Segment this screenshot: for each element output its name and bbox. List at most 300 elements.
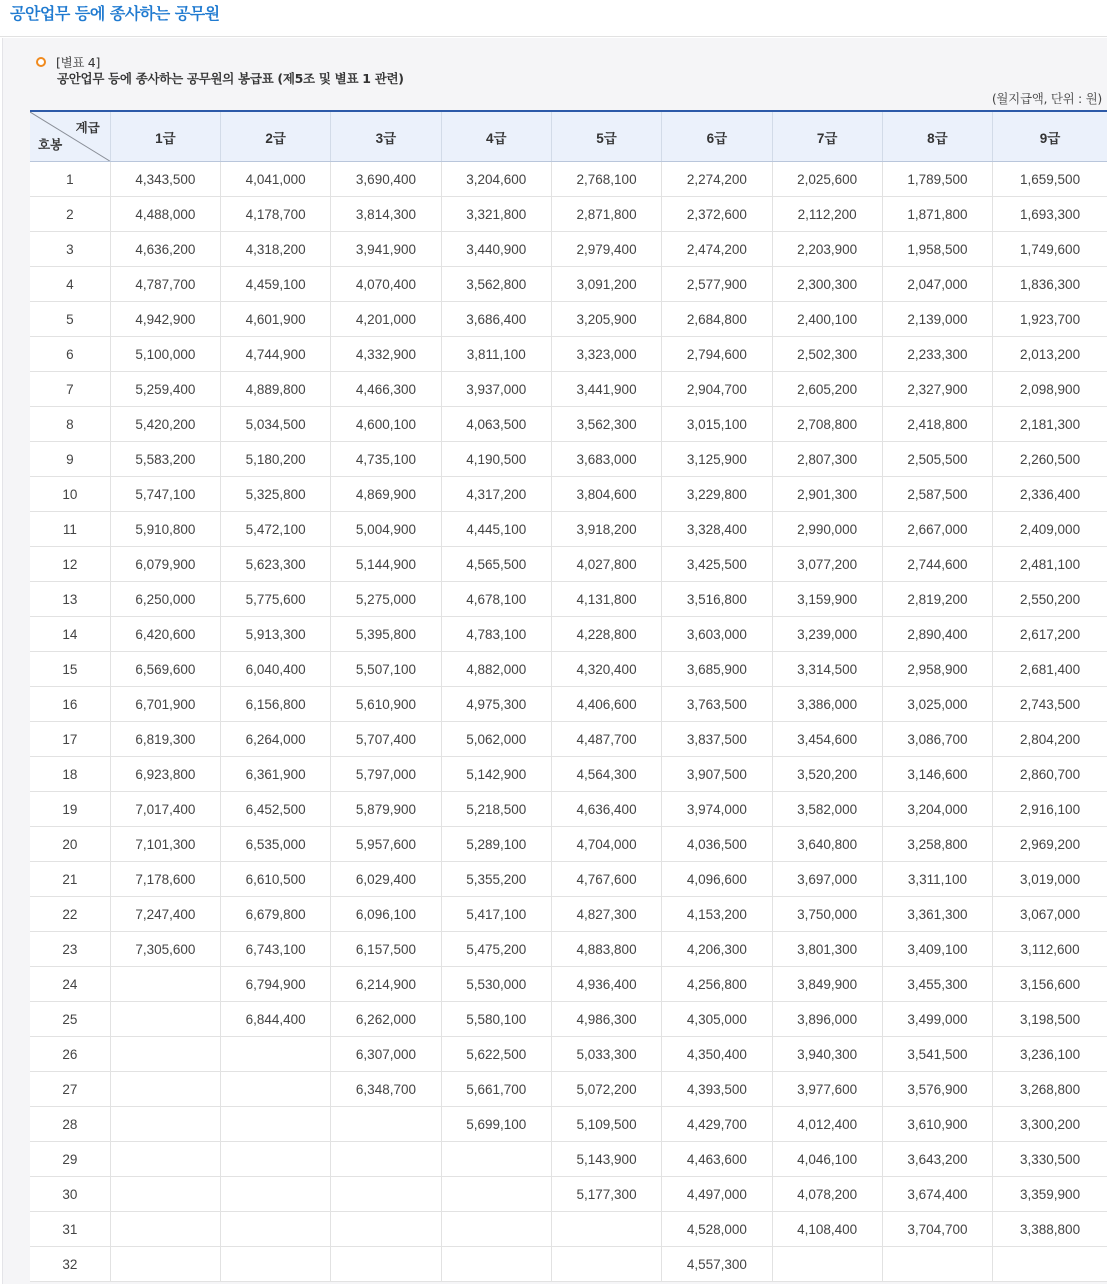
step-cell: 13 [30,582,110,617]
salary-cell: 6,040,400 [221,652,331,687]
table-row [30,162,1107,197]
salary-cell: 2,587,500 [882,477,992,512]
salary-cell: 5,913,300 [221,617,331,652]
salary-cell: 5,580,100 [441,1002,551,1037]
grade-header: 5급 [551,111,661,162]
title-divider [0,36,1107,37]
step-cell: 5 [30,302,110,337]
step-cell: 32 [30,1247,110,1282]
salary-cell: 4,463,600 [662,1142,772,1177]
salary-cell [110,1142,220,1177]
salary-cell: 5,004,900 [331,512,441,547]
salary-cell: 2,233,300 [882,337,992,372]
salary-cell: 4,565,500 [441,547,551,582]
salary-cell: 6,743,100 [221,932,331,967]
salary-cell: 3,359,900 [993,1177,1107,1212]
salary-cell: 3,388,800 [993,1212,1107,1247]
salary-cell: 4,305,000 [662,1002,772,1037]
salary-cell: 5,910,800 [110,512,220,547]
salary-cell [110,1247,220,1282]
salary-cell: 4,678,100 [441,582,551,617]
salary-cell: 2,502,300 [772,337,882,372]
salary-cell: 5,100,000 [110,337,220,372]
table-row [30,582,1107,617]
unit-note: (월지급액, 단위 : 원) [991,91,1102,106]
salary-cell: 2,203,900 [772,232,882,267]
step-cell: 27 [30,1072,110,1107]
salary-cell: 6,452,500 [221,792,331,827]
salary-cell [331,1247,441,1282]
salary-cell: 4,942,900 [110,302,220,337]
salary-cell: 3,674,400 [882,1177,992,1212]
salary-cell: 3,229,800 [662,477,772,512]
salary-cell: 6,535,000 [221,827,331,862]
salary-cell [331,1107,441,1142]
salary-cell: 1,958,500 [882,232,992,267]
step-cell: 25 [30,1002,110,1037]
salary-cell: 4,036,500 [662,827,772,862]
salary-cell: 5,259,400 [110,372,220,407]
salary-cell: 3,025,000 [882,687,992,722]
table-row [30,547,1107,582]
salary-cell: 2,481,100 [993,547,1107,582]
salary-cell: 3,441,900 [551,372,661,407]
salary-cell: 2,860,700 [993,757,1107,792]
salary-cell: 7,305,600 [110,932,220,967]
salary-cell: 4,528,000 [662,1212,772,1247]
salary-cell: 3,019,000 [993,862,1107,897]
salary-cell: 6,079,900 [110,547,220,582]
table-row [30,232,1107,267]
salary-cell [221,1072,331,1107]
salary-cell: 2,098,900 [993,372,1107,407]
salary-cell: 2,871,800 [551,197,661,232]
salary-cell: 7,247,400 [110,897,220,932]
salary-cell: 2,550,200 [993,582,1107,617]
salary-cell: 4,350,400 [662,1037,772,1072]
corner-label-rank: 계급 [75,121,100,135]
table-row [30,407,1107,442]
step-cell: 26 [30,1037,110,1072]
salary-cell: 1,789,500 [882,162,992,197]
annex-label: [별표 4] [56,54,101,70]
salary-cell: 2,474,200 [662,232,772,267]
table-row [30,967,1107,1002]
salary-cell: 3,974,000 [662,792,772,827]
salary-cell: 3,804,600 [551,477,661,512]
salary-cell: 4,131,800 [551,582,661,617]
salary-cell: 5,610,900 [331,687,441,722]
step-cell: 9 [30,442,110,477]
salary-cell: 2,418,800 [882,407,992,442]
salary-cell: 2,667,000 [882,512,992,547]
salary-cell: 3,763,500 [662,687,772,722]
salary-cell: 5,143,900 [551,1142,661,1177]
salary-cell [110,1002,220,1037]
salary-cell: 3,409,100 [882,932,992,967]
salary-cell: 3,499,000 [882,1002,992,1037]
salary-cell: 3,814,300 [331,197,441,232]
salary-cell: 5,355,200 [441,862,551,897]
salary-cell: 4,636,400 [551,792,661,827]
salary-cell: 4,343,500 [110,162,220,197]
table-row [30,1177,1107,1212]
salary-cell: 5,661,700 [441,1072,551,1107]
salary-cell: 2,260,500 [993,442,1107,477]
salary-cell: 5,180,200 [221,442,331,477]
salary-cell: 4,012,400 [772,1107,882,1142]
salary-cell: 3,907,500 [662,757,772,792]
salary-cell [221,1247,331,1282]
salary-cell: 4,063,500 [441,407,551,442]
grade-header: 6급 [662,111,772,162]
salary-cell: 3,937,000 [441,372,551,407]
salary-cell: 5,062,000 [441,722,551,757]
salary-cell: 4,936,400 [551,967,661,1002]
salary-cell: 4,332,900 [331,337,441,372]
salary-cell: 5,275,000 [331,582,441,617]
table-row [30,337,1107,372]
salary-cell: 6,819,300 [110,722,220,757]
salary-cell: 5,699,100 [441,1107,551,1142]
salary-cell: 4,883,800 [551,932,661,967]
salary-cell [221,1177,331,1212]
salary-cell: 7,178,600 [110,862,220,897]
salary-cell: 4,228,800 [551,617,661,652]
salary-cell [221,1142,331,1177]
salary-cell: 4,869,900 [331,477,441,512]
salary-cell: 2,901,300 [772,477,882,512]
salary-cell: 3,690,400 [331,162,441,197]
salary-cell: 5,507,100 [331,652,441,687]
salary-cell: 3,640,800 [772,827,882,862]
table-row [30,862,1107,897]
salary-cell: 2,969,200 [993,827,1107,862]
salary-cell: 6,569,600 [110,652,220,687]
salary-cell: 7,101,300 [110,827,220,862]
grade-header: 3급 [331,111,441,162]
salary-cell: 5,142,900 [441,757,551,792]
salary-cell: 2,013,200 [993,337,1107,372]
table-row [30,197,1107,232]
salary-cell: 5,289,100 [441,827,551,862]
step-cell: 30 [30,1177,110,1212]
salary-cell: 2,409,000 [993,512,1107,547]
salary-cell: 3,067,000 [993,897,1107,932]
salary-cell: 3,330,500 [993,1142,1107,1177]
salary-cell: 4,564,300 [551,757,661,792]
salary-cell: 3,204,000 [882,792,992,827]
grade-header: 8급 [882,111,992,162]
salary-cell [441,1142,551,1177]
salary-cell: 4,046,100 [772,1142,882,1177]
salary-cell: 5,109,500 [551,1107,661,1142]
salary-cell: 6,307,000 [331,1037,441,1072]
salary-cell: 4,497,000 [662,1177,772,1212]
salary-cell: 4,882,000 [441,652,551,687]
table-row [30,687,1107,722]
table-row [30,1142,1107,1177]
salary-cell: 4,787,700 [110,267,220,302]
salary-cell: 5,144,900 [331,547,441,582]
salary-cell: 3,582,000 [772,792,882,827]
salary-cell [110,967,220,1002]
salary-cell: 3,849,900 [772,967,882,1002]
salary-cell: 2,112,200 [772,197,882,232]
salary-cell: 3,837,500 [662,722,772,757]
salary-cell: 2,681,400 [993,652,1107,687]
salary-cell: 1,693,300 [993,197,1107,232]
salary-cell: 5,072,200 [551,1072,661,1107]
salary-cell: 3,685,900 [662,652,772,687]
salary-cell: 4,827,300 [551,897,661,932]
salary-cell: 4,178,700 [221,197,331,232]
salary-cell: 5,218,500 [441,792,551,827]
annex-header [36,53,404,88]
salary-cell: 2,300,300 [772,267,882,302]
salary-cell: 3,750,000 [772,897,882,932]
salary-cell: 1,923,700 [993,302,1107,337]
salary-cell: 4,041,000 [221,162,331,197]
corner-label-step: 호봉 [38,138,63,152]
table-row [30,302,1107,337]
step-cell: 7 [30,372,110,407]
salary-cell: 2,804,200 [993,722,1107,757]
salary-cell: 3,941,900 [331,232,441,267]
salary-cell: 4,487,700 [551,722,661,757]
step-cell: 24 [30,967,110,1002]
step-cell: 21 [30,862,110,897]
salary-cell [882,1247,992,1282]
salary-cell: 3,576,900 [882,1072,992,1107]
table-row [30,897,1107,932]
salary-cell: 3,205,900 [551,302,661,337]
salary-cell: 5,325,800 [221,477,331,512]
salary-cell: 3,236,100 [993,1037,1107,1072]
salary-cell: 4,108,400 [772,1212,882,1247]
salary-cell: 3,918,200 [551,512,661,547]
salary-cell: 4,735,100 [331,442,441,477]
salary-cell: 4,557,300 [662,1247,772,1282]
salary-cell: 4,201,000 [331,302,441,337]
salary-cell: 3,125,900 [662,442,772,477]
salary-cell: 7,017,400 [110,792,220,827]
step-cell: 1 [30,162,110,197]
salary-cell: 3,323,000 [551,337,661,372]
salary-cell: 2,327,900 [882,372,992,407]
table-row [30,1212,1107,1247]
salary-cell: 5,475,200 [441,932,551,967]
table-row [30,1107,1107,1142]
step-cell: 14 [30,617,110,652]
salary-cell: 5,530,000 [441,967,551,1002]
salary-cell: 4,889,800 [221,372,331,407]
salary-cell [110,1107,220,1142]
step-cell: 6 [30,337,110,372]
salary-cell: 6,264,000 [221,722,331,757]
salary-cell: 6,096,100 [331,897,441,932]
salary-cell: 2,047,000 [882,267,992,302]
salary-cell: 4,704,000 [551,827,661,862]
table-row [30,442,1107,477]
salary-cell: 5,472,100 [221,512,331,547]
step-cell: 18 [30,757,110,792]
salary-cell: 5,420,200 [110,407,220,442]
salary-cell [221,1107,331,1142]
salary-cell: 4,975,300 [441,687,551,722]
salary-cell: 3,683,000 [551,442,661,477]
salary-cell [110,1037,220,1072]
salary-cell: 2,605,200 [772,372,882,407]
salary-cell: 3,541,500 [882,1037,992,1072]
salary-cell: 3,704,700 [882,1212,992,1247]
salary-cell: 5,747,100 [110,477,220,512]
step-cell: 11 [30,512,110,547]
step-cell: 23 [30,932,110,967]
salary-cell: 2,372,600 [662,197,772,232]
salary-cell [110,1072,220,1107]
step-cell: 22 [30,897,110,932]
salary-cell: 4,027,800 [551,547,661,582]
salary-cell: 3,300,200 [993,1107,1107,1142]
salary-cell: 6,361,900 [221,757,331,792]
salary-cell: 3,454,600 [772,722,882,757]
salary-cell: 3,520,200 [772,757,882,792]
salary-cell: 4,317,200 [441,477,551,512]
grade-header: 9급 [993,111,1107,162]
salary-cell: 2,577,900 [662,267,772,302]
grade-header: 2급 [221,111,331,162]
salary-cell: 2,768,100 [551,162,661,197]
salary-cell: 3,198,500 [993,1002,1107,1037]
salary-cell: 2,904,700 [662,372,772,407]
salary-cell [551,1212,661,1247]
salary-cell [993,1247,1107,1282]
salary-cell: 5,775,600 [221,582,331,617]
salary-cell: 3,112,600 [993,932,1107,967]
salary-cell: 3,077,200 [772,547,882,582]
bullet-circle-icon [36,57,46,67]
salary-cell: 5,417,100 [441,897,551,932]
salary-cell: 6,923,800 [110,757,220,792]
table-row [30,652,1107,687]
salary-cell: 5,623,300 [221,547,331,582]
annex-subtitle: 공안업무 등에 종사하는 공무원의 봉급표 (제5조 및 별표 1 관련) [57,71,404,86]
salary-cell: 3,015,100 [662,407,772,442]
salary-cell [551,1247,661,1282]
salary-cell: 3,268,800 [993,1072,1107,1107]
salary-cell: 6,262,000 [331,1002,441,1037]
salary-cell: 4,744,900 [221,337,331,372]
step-cell: 10 [30,477,110,512]
salary-cell [221,1037,331,1072]
step-cell: 28 [30,1107,110,1142]
step-cell: 2 [30,197,110,232]
salary-cell: 4,153,200 [662,897,772,932]
salary-cell: 5,583,200 [110,442,220,477]
grade-header: 1급 [110,111,220,162]
step-cell: 12 [30,547,110,582]
salary-cell: 3,086,700 [882,722,992,757]
salary-cell: 3,156,600 [993,967,1107,1002]
salary-cell: 2,617,200 [993,617,1107,652]
table-row [30,757,1107,792]
salary-cell: 3,562,300 [551,407,661,442]
salary-cell: 3,239,000 [772,617,882,652]
salary-cell: 2,916,100 [993,792,1107,827]
salary-cell: 3,697,000 [772,862,882,897]
salary-cell: 2,274,200 [662,162,772,197]
salary-cell: 3,321,800 [441,197,551,232]
salary-cell: 4,986,300 [551,1002,661,1037]
salary-cell: 6,250,000 [110,582,220,617]
salary-cell [331,1142,441,1177]
salary-cell [110,1212,220,1247]
salary-cell: 4,636,200 [110,232,220,267]
salary-cell: 4,206,300 [662,932,772,967]
salary-cell [772,1247,882,1282]
salary-cell: 2,336,400 [993,477,1107,512]
salary-cell: 4,767,600 [551,862,661,897]
salary-cell: 3,562,800 [441,267,551,302]
step-cell: 19 [30,792,110,827]
salary-cell: 5,879,900 [331,792,441,827]
salary-cell: 3,686,400 [441,302,551,337]
salary-cell: 3,940,300 [772,1037,882,1072]
salary-cell: 3,977,600 [772,1072,882,1107]
salary-cell [331,1212,441,1247]
salary-cell: 5,177,300 [551,1177,661,1212]
salary-cell: 5,957,600 [331,827,441,862]
grade-header: 7급 [772,111,882,162]
salary-cell: 2,139,000 [882,302,992,337]
salary-cell: 4,096,600 [662,862,772,897]
step-cell: 31 [30,1212,110,1247]
salary-cell: 4,393,500 [662,1072,772,1107]
salary-cell: 2,025,600 [772,162,882,197]
salary-cell: 6,348,700 [331,1072,441,1107]
salary-cell: 2,794,600 [662,337,772,372]
salary-cell: 3,425,500 [662,547,772,582]
salary-cell: 4,429,700 [662,1107,772,1142]
salary-cell: 4,600,100 [331,407,441,442]
salary-cell: 1,659,500 [993,162,1107,197]
salary-cell: 2,990,000 [772,512,882,547]
salary-cell: 6,029,400 [331,862,441,897]
salary-cell: 6,214,900 [331,967,441,1002]
salary-cell: 3,603,000 [662,617,772,652]
salary-cell: 6,701,900 [110,687,220,722]
salary-cell: 3,896,000 [772,1002,882,1037]
salary-cell: 6,156,800 [221,687,331,722]
corner-header [30,111,110,162]
salary-cell: 1,871,800 [882,197,992,232]
salary-cell: 6,679,800 [221,897,331,932]
salary-cell: 3,258,800 [882,827,992,862]
salary-cell: 4,078,200 [772,1177,882,1212]
step-cell: 15 [30,652,110,687]
salary-cell: 4,256,800 [662,967,772,1002]
salary-cell: 3,801,300 [772,932,882,967]
salary-cell [110,1177,220,1212]
salary-cell: 3,811,100 [441,337,551,372]
salary-cell: 4,488,000 [110,197,220,232]
salary-cell: 2,708,800 [772,407,882,442]
step-cell: 4 [30,267,110,302]
salary-cell: 4,318,200 [221,232,331,267]
salary-cell [441,1212,551,1247]
salary-cell: 3,516,800 [662,582,772,617]
